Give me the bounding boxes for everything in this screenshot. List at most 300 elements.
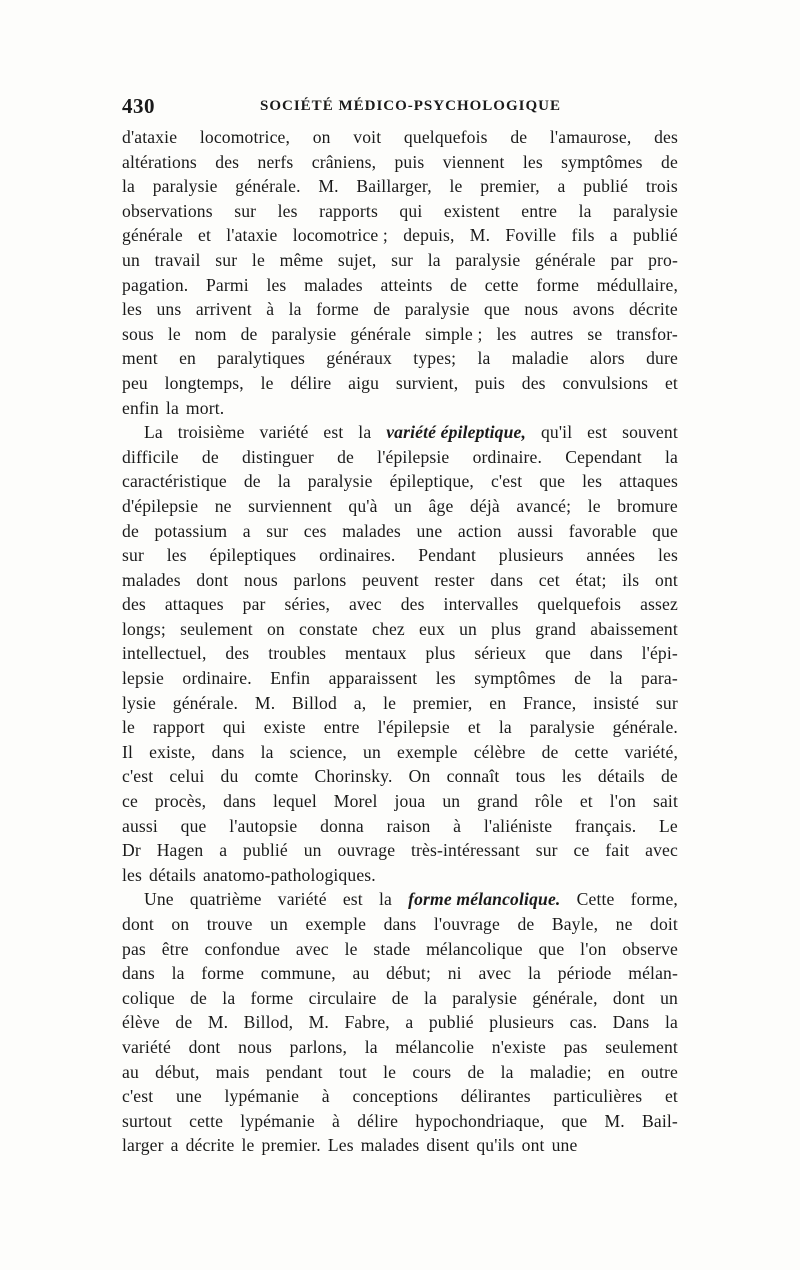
word: nous <box>524 299 559 320</box>
word: d'épilepsie <box>122 495 199 516</box>
word: le <box>241 1135 255 1156</box>
word: souvent <box>622 422 678 443</box>
text-line <box>122 1035 678 1060</box>
word: aussi <box>517 520 554 541</box>
word: Baillarger, <box>356 176 432 197</box>
text-line <box>122 691 678 716</box>
word: comte <box>254 766 299 787</box>
word: la <box>358 422 372 443</box>
word: disent <box>426 1135 470 1156</box>
word: grand <box>477 791 518 812</box>
text-line <box>122 764 678 789</box>
word: sur <box>122 545 144 566</box>
word: eux <box>419 618 445 639</box>
word: surtout <box>122 1110 172 1131</box>
word: raison <box>386 815 431 836</box>
word: et <box>198 225 211 246</box>
word: la <box>378 889 392 910</box>
word: de <box>391 987 409 1008</box>
word: malades <box>342 520 401 541</box>
text-line <box>122 1010 678 1035</box>
word: intervalles <box>443 594 519 615</box>
word: avec <box>645 840 678 861</box>
word: plusieurs <box>498 545 564 566</box>
word: en <box>607 1061 625 1082</box>
word: sujet, <box>337 249 377 270</box>
word: n'existe <box>491 1036 546 1057</box>
word: atteints <box>380 274 433 295</box>
word: paralysie <box>307 471 373 492</box>
word: à <box>332 1110 341 1131</box>
word: premier, <box>412 692 473 713</box>
word: à <box>453 815 462 836</box>
word: rôle <box>534 791 563 812</box>
word: publié <box>428 1012 474 1033</box>
word: que <box>652 520 678 541</box>
word: forme <box>201 963 245 984</box>
word: cette <box>574 741 609 762</box>
word: l'ataxie <box>226 225 278 246</box>
word: difficile <box>122 446 179 467</box>
word: générale, <box>532 987 598 1008</box>
text-line <box>122 937 678 962</box>
word: paralysie <box>613 200 678 221</box>
word: exemple <box>305 914 367 934</box>
word: existe, <box>149 741 196 762</box>
word: l'on <box>609 791 637 812</box>
word: un <box>394 495 413 516</box>
word: état; <box>575 569 607 590</box>
word: ce <box>122 791 138 812</box>
word: par <box>610 249 634 270</box>
word: enfin <box>122 397 159 418</box>
word: caractéristique <box>122 471 227 492</box>
word: quelquefois <box>403 127 488 147</box>
word: en <box>489 692 507 713</box>
word: la <box>423 987 437 1008</box>
word: décrite <box>628 299 678 320</box>
text-line <box>122 789 678 814</box>
word: paralysie <box>271 323 337 344</box>
word: nom <box>194 323 227 344</box>
word: la <box>664 1012 678 1033</box>
word: uns <box>156 299 182 320</box>
word: lypémanie <box>224 1086 300 1107</box>
text-line <box>122 174 678 199</box>
word: de <box>122 520 139 541</box>
word: chez <box>372 618 405 639</box>
word: circulaire <box>308 987 377 1008</box>
word: sous <box>122 323 154 344</box>
word: connaît <box>446 766 500 787</box>
word: autres <box>530 323 574 344</box>
word: la <box>664 446 678 467</box>
word: un <box>303 840 322 861</box>
word: plusieurs <box>489 1012 555 1033</box>
text-line <box>122 887 678 912</box>
word: ne <box>214 495 232 516</box>
word: la <box>609 668 623 689</box>
word: de <box>240 323 258 344</box>
word: maladie <box>511 348 569 369</box>
word: la <box>500 1061 514 1082</box>
word: forme <box>536 274 580 295</box>
word: détails <box>597 766 645 787</box>
word: depuis, <box>403 225 455 246</box>
word: travail <box>154 249 201 270</box>
word: favorable <box>568 520 637 541</box>
word: variété, <box>624 741 678 762</box>
word: mélancolique <box>426 938 523 959</box>
text-line <box>122 568 678 593</box>
word: abaissement <box>590 618 678 639</box>
word: a, <box>353 692 367 713</box>
word: se <box>587 323 603 344</box>
word: rapport <box>152 717 205 738</box>
word: au <box>122 1061 139 1082</box>
word: avec <box>478 963 512 984</box>
word: décrite <box>185 1135 235 1156</box>
word: l'épilepsie <box>377 717 450 738</box>
word: des <box>215 151 240 172</box>
text-line <box>122 543 678 568</box>
word: lequel <box>272 791 317 812</box>
word: convulsions <box>562 372 649 393</box>
word: On <box>408 766 431 787</box>
journal-title: SOCIÉTÉ MÉDICO-PSYCHOLOGIQUE <box>260 98 561 114</box>
text-line <box>122 641 678 666</box>
word: a <box>405 1012 414 1033</box>
word: les <box>266 274 287 295</box>
word: sur <box>391 249 414 270</box>
word: un <box>442 791 461 812</box>
word: altérations <box>122 151 197 172</box>
word: Parmi <box>206 274 249 295</box>
word: sur <box>215 249 238 270</box>
text-line <box>122 346 678 371</box>
word: on <box>171 914 190 934</box>
word: dans <box>223 791 257 812</box>
word: La <box>144 422 163 443</box>
word: on <box>312 127 331 147</box>
word: qu'ils <box>476 1135 515 1156</box>
word: les <box>582 471 603 492</box>
word: fils <box>571 225 595 246</box>
word: que <box>484 299 510 320</box>
word: entre <box>323 717 360 738</box>
word: plus <box>425 643 456 664</box>
word: sérieux <box>474 643 527 664</box>
word: d'ataxie <box>122 127 178 147</box>
word: conceptions <box>352 1086 439 1107</box>
word: de <box>190 987 208 1008</box>
word: c'est <box>122 1086 154 1107</box>
word: mais <box>215 1061 250 1082</box>
word: intellectuel, <box>122 643 207 664</box>
word: parlons <box>293 569 347 590</box>
word: ordinaires. <box>319 545 396 566</box>
word: constate <box>299 618 358 639</box>
word: qui <box>399 200 423 221</box>
word: a <box>557 176 566 197</box>
text-line <box>122 371 678 396</box>
word: et <box>579 791 593 812</box>
word: une <box>551 1135 578 1156</box>
word: début, <box>155 1061 200 1082</box>
word: les <box>122 864 142 885</box>
word: attaques <box>619 471 678 492</box>
text-line <box>122 592 678 617</box>
word: un <box>660 987 678 1008</box>
word: c'est <box>490 471 523 492</box>
word: Une <box>144 889 174 910</box>
word: élève <box>122 1012 160 1033</box>
word: M. <box>604 1110 625 1131</box>
text-line <box>122 961 678 986</box>
word: sur <box>535 840 558 861</box>
word: Bail- <box>641 1110 678 1131</box>
word: générale <box>534 249 596 270</box>
text-line <box>122 248 678 273</box>
word: sait <box>652 791 678 812</box>
word: troisième <box>177 422 245 443</box>
word: cet <box>538 569 560 590</box>
word: rester <box>434 569 475 590</box>
word: l'on <box>580 938 607 959</box>
word: existe <box>263 717 306 738</box>
word: nous <box>244 569 278 590</box>
body-text <box>122 125 678 1158</box>
word: distinguer <box>242 446 314 467</box>
word: ment <box>122 348 158 369</box>
word: dont <box>188 1036 221 1057</box>
word: cette <box>484 274 519 295</box>
word: pendant <box>265 1061 323 1082</box>
word: peu <box>122 372 148 393</box>
text-line <box>122 420 678 445</box>
text-line <box>122 863 678 888</box>
word: publié <box>632 225 678 246</box>
word: la <box>222 987 236 1008</box>
word: en <box>179 348 196 369</box>
word: les <box>122 299 142 320</box>
word: hypochondriaque, <box>415 1110 545 1131</box>
word: dont <box>612 987 645 1008</box>
word: dure <box>646 348 678 369</box>
text-line <box>122 838 678 863</box>
word: les <box>166 545 187 566</box>
word: survient, <box>395 372 459 393</box>
word: ils <box>622 569 640 590</box>
word: est <box>342 889 363 910</box>
word: lysie <box>122 692 156 713</box>
word: le <box>383 692 397 713</box>
word: Enfin <box>270 668 311 689</box>
word: assez <box>640 594 678 615</box>
word: joua <box>394 791 426 812</box>
word: tous <box>515 766 546 787</box>
word: colique <box>122 987 175 1008</box>
text-line <box>122 740 678 765</box>
word: M. <box>308 1012 329 1033</box>
word: les <box>561 766 582 787</box>
text-line <box>122 150 678 175</box>
word: tout <box>338 1061 367 1082</box>
word: celui <box>169 766 205 787</box>
word: on <box>266 618 285 639</box>
word: alors <box>589 348 625 369</box>
word: l'autopsie <box>229 815 298 836</box>
word: premier. <box>261 1135 321 1156</box>
text-line <box>122 494 678 519</box>
word: parlons, <box>289 1036 348 1057</box>
text-line <box>122 1060 678 1085</box>
word: la <box>364 1036 378 1057</box>
word: et <box>664 372 678 393</box>
word: nerfs <box>257 151 294 172</box>
word: la <box>277 471 291 492</box>
word: seulement <box>180 618 253 639</box>
word: l'amaurose, <box>549 127 632 147</box>
word: à <box>321 1086 330 1107</box>
word: para- <box>641 668 678 689</box>
word: de <box>450 274 468 295</box>
word: qu'à <box>348 495 378 516</box>
word: générale. <box>172 692 239 713</box>
word: la <box>477 348 491 369</box>
word: ont <box>655 569 678 590</box>
word: cours <box>412 1061 452 1082</box>
word: la <box>171 963 185 984</box>
word: quatrième <box>189 889 262 910</box>
word: voit <box>353 127 382 147</box>
word: la <box>122 176 135 197</box>
word: dans <box>211 741 245 762</box>
text-line <box>122 396 678 421</box>
word: Dr <box>122 840 141 861</box>
word: cette <box>189 1110 224 1131</box>
word: la <box>578 200 592 221</box>
word: surviennent <box>248 495 332 516</box>
word: M. <box>254 692 276 713</box>
word: un <box>459 618 477 639</box>
word: paralysie <box>455 249 521 270</box>
word: outre <box>641 1061 678 1082</box>
text-line <box>122 814 678 839</box>
word: que <box>538 938 565 959</box>
word: âge <box>428 495 454 516</box>
word: paralysie <box>529 717 595 738</box>
word: simple ; <box>425 323 483 344</box>
word: trois <box>645 176 678 197</box>
word: de <box>337 446 354 467</box>
word: observe <box>622 938 678 959</box>
text-line <box>122 125 678 150</box>
word: apparaissent <box>328 668 418 689</box>
word: les <box>435 668 456 689</box>
word: au <box>352 963 370 984</box>
word: l'épilepsie <box>377 446 450 467</box>
word: séries, <box>284 594 330 615</box>
word: anatomo-pathologiques. <box>202 864 376 885</box>
word: lypémanie <box>240 1110 315 1131</box>
word: très-intéressant <box>411 840 520 861</box>
word: le <box>122 717 135 738</box>
word: M. <box>469 225 491 246</box>
word: générale. <box>235 176 301 197</box>
word: la <box>165 397 179 418</box>
word: publié <box>243 840 288 861</box>
word: variété <box>259 422 309 443</box>
word: paralytiques <box>217 348 306 369</box>
word: procès, <box>154 791 207 812</box>
word: avons <box>572 299 615 320</box>
word: ce <box>573 840 590 861</box>
word: et <box>664 1086 678 1107</box>
word: ne <box>615 914 633 934</box>
word: transfor- <box>616 323 678 344</box>
word: malades <box>122 569 181 590</box>
word: la <box>427 249 441 270</box>
word: longs; <box>122 618 166 639</box>
word: la <box>288 299 302 320</box>
word: qu'il <box>540 422 573 443</box>
word: existent <box>443 200 500 221</box>
word: science, <box>289 741 347 762</box>
word: que <box>545 643 571 664</box>
word: dans <box>383 914 417 934</box>
word: le <box>260 372 274 393</box>
word: période <box>557 963 612 984</box>
word: confondue <box>204 938 281 959</box>
word: bromure <box>617 495 678 516</box>
word: la <box>260 741 274 762</box>
text-line <box>122 199 678 224</box>
word: les <box>522 151 543 172</box>
word: est <box>323 422 344 443</box>
text-line <box>122 1084 678 1109</box>
word: des <box>654 127 678 147</box>
word: délire <box>290 372 332 393</box>
word: années <box>586 545 636 566</box>
word: que <box>180 815 207 836</box>
word: mort. <box>185 397 225 418</box>
word: France, <box>522 692 577 713</box>
word: larger <box>122 1135 164 1156</box>
word: les <box>277 200 298 221</box>
word: une <box>416 520 443 541</box>
word: rapports <box>319 200 378 221</box>
word: dont <box>122 914 154 934</box>
text-line <box>122 273 678 298</box>
text-line <box>122 519 678 544</box>
word: le <box>449 176 463 197</box>
word: de <box>175 1012 193 1033</box>
word: nous <box>238 1036 272 1057</box>
word: lepsie <box>122 668 164 689</box>
word: commune, <box>260 963 336 984</box>
word: Fabre, <box>344 1012 390 1033</box>
word: un <box>122 249 140 270</box>
text-line <box>122 912 678 937</box>
word: ordinaire. <box>182 668 252 689</box>
word: forme <box>316 299 359 320</box>
word: malades <box>304 274 363 295</box>
word: sur <box>234 200 257 221</box>
word: attaques <box>164 594 224 615</box>
word: Les <box>327 1135 354 1156</box>
word: des <box>225 643 250 664</box>
